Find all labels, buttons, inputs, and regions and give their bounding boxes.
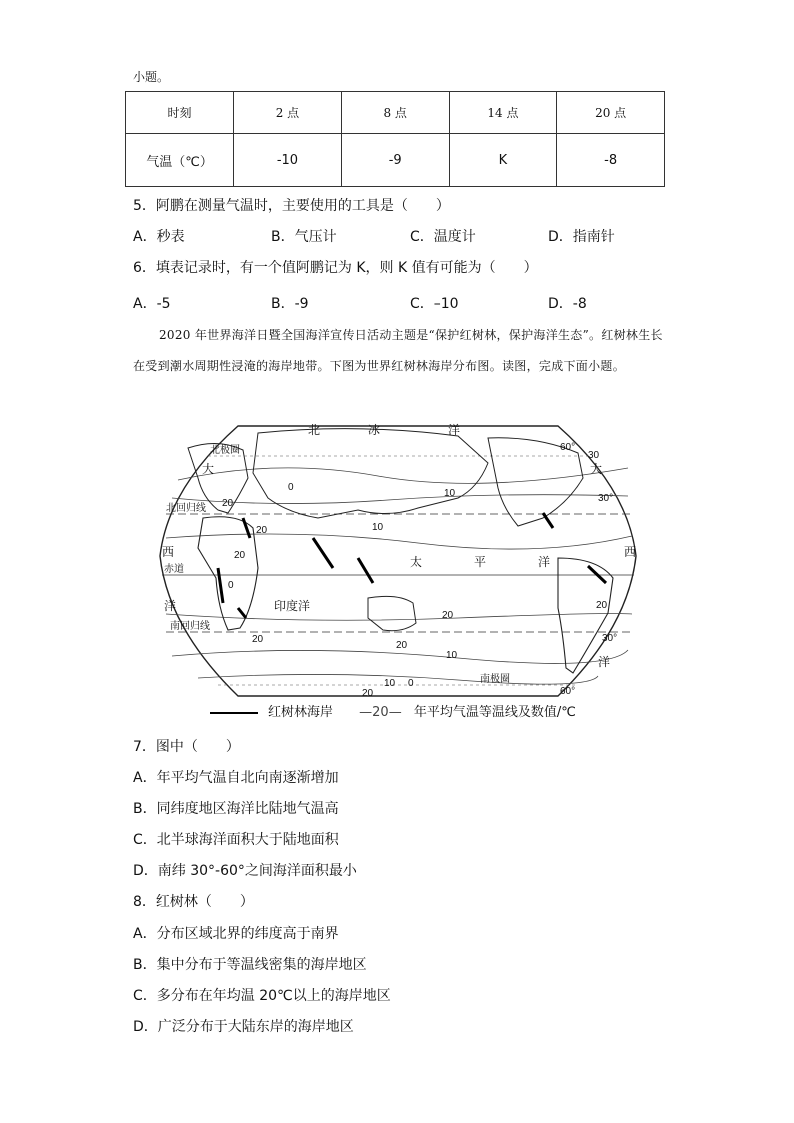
isotherm-label: 20	[234, 550, 246, 561]
isotherm-label: 0	[408, 678, 414, 689]
q7-stem: 7．图中（ ）	[133, 739, 240, 755]
map-legend	[210, 701, 576, 720]
isotherm-label: 20	[442, 610, 454, 621]
q7-option-c[interactable]: C．北半球海洋面积大于陆地面积	[133, 832, 339, 848]
q6-option-c[interactable]: C．–10	[410, 296, 459, 312]
map-label-pacific: 平	[474, 555, 487, 569]
map-label-atlantic-right: 西	[624, 545, 637, 559]
map-label-pacific: 太	[410, 555, 423, 569]
q6-stem: 6．填表记录时，有一个值阿鹏记为 K，则 K 值有可能为（ ）	[133, 260, 538, 276]
q7-option-b[interactable]: B．同纬度地区海洋比陆地气温高	[133, 801, 339, 817]
isotherm-label: 20	[252, 634, 264, 645]
map-label-arctic: 洋	[448, 423, 461, 437]
legend-isotherm-sample: 20	[372, 705, 389, 720]
legend-isotherm-swatch: —20—	[359, 705, 402, 720]
table-header-row	[126, 92, 665, 134]
q6-option-a[interactable]: A．-5	[133, 296, 171, 312]
map-label-atlantic-left: 大	[202, 462, 215, 476]
q6-option-b[interactable]: B．-9	[271, 296, 309, 312]
table-cell: -10	[234, 134, 342, 187]
isotherm-label: 10	[384, 678, 396, 689]
isotherm-label: 0	[228, 580, 234, 591]
q5-stem: 5．阿鹏在测量气温时，主要使用的工具是（ ）	[133, 198, 450, 214]
q5-option-a[interactable]: A．秒表	[133, 229, 185, 245]
q7-option-d[interactable]: D．南纬 30°-60°之间海洋面积最小	[133, 863, 357, 879]
q8-option-c[interactable]: C．多分布在年均温 20℃以上的海岸地区	[133, 988, 391, 1004]
q8-stem: 8．红树林（ ）	[133, 894, 254, 910]
q6-option-d[interactable]: D．-8	[548, 296, 587, 312]
isotherm-label: 20	[396, 640, 408, 651]
map-label-lat: 60°	[560, 686, 576, 697]
map-label-arctic: 北	[308, 423, 321, 437]
passage-text: 2020 年世界海洋日暨全国海洋宣传日活动主题是“保护红树林，保护海洋生态”。红树林生长在受到潮水周期性浸淹的海岸地带。下图为世界红树林海岸分布图。读图，完成下面小题。	[133, 328, 663, 373]
isotherm-label: 20	[596, 600, 608, 611]
table-cell: 气温（℃）	[126, 134, 234, 187]
map-label-atlantic-right: 洋	[598, 655, 611, 669]
table-header-cell: 时刻	[126, 92, 234, 134]
q5-option-b[interactable]: B．气压计	[271, 229, 337, 245]
table-cell: -8	[557, 134, 665, 187]
q8-option-d[interactable]: D．广泛分布于大陆东岸的海岸地区	[133, 1019, 354, 1035]
intro-tail-text: 小题。	[133, 70, 170, 84]
isotherm-label: 30	[588, 450, 600, 461]
isotherm-label: 20	[362, 688, 374, 699]
map-label-lat: 30°	[598, 493, 614, 504]
isotherm-label: 20	[256, 525, 268, 536]
map-label-arctic: 冰	[368, 423, 381, 437]
table-cell: K	[449, 134, 557, 187]
map-label-lat: 30°	[602, 633, 618, 644]
map-label-pacific: 洋	[538, 555, 551, 569]
map-label-antarctic-circle: 南极圈	[480, 674, 510, 685]
q5-option-d[interactable]: D．指南针	[548, 229, 615, 245]
isotherm-label: 0	[288, 482, 294, 493]
mangrove-world-map	[158, 418, 638, 708]
isotherm-label: 10	[446, 650, 458, 661]
q8-option-b[interactable]: B．集中分布于等温线密集的海岸地区	[133, 957, 367, 973]
temperature-table	[125, 91, 665, 187]
table-cell: -9	[341, 134, 449, 187]
table-header-cell: 8 点	[341, 92, 449, 134]
legend-coast-label: 红树林海岸	[268, 705, 334, 720]
map-label-tropic-capricorn: 南回归线	[170, 621, 210, 632]
q7-option-a[interactable]: A．年平均气温自北向南逐渐增加	[133, 770, 339, 786]
isotherm-label: 20	[222, 498, 234, 509]
table-header-cell: 20 点	[557, 92, 665, 134]
q8-option-a[interactable]: A．分布区域北界的纬度高于南界	[133, 926, 339, 942]
table-row	[126, 134, 665, 187]
isotherm-label: 10	[372, 522, 384, 533]
q5-option-c[interactable]: C．温度计	[410, 229, 476, 245]
legend-coast-swatch	[210, 712, 258, 714]
map-label-arctic-circle: 北极圈	[210, 445, 240, 456]
map-label-indian-ocean: 印度洋	[274, 599, 311, 613]
table-header-cell: 14 点	[449, 92, 557, 134]
map-label-equator: 赤道	[164, 564, 184, 575]
map-label-tropic-cancer: 北回归线	[166, 503, 206, 514]
map-label-atlantic-left: 西	[162, 545, 175, 559]
table-header-cell: 2 点	[234, 92, 342, 134]
isotherm-label: 10	[444, 488, 456, 499]
map-label-atlantic-left: 洋	[164, 599, 177, 613]
map-label-atlantic-right: 大	[590, 462, 603, 476]
map-label-lat: 60°	[560, 442, 576, 453]
legend-isotherm-label: 年平均气温等温线及数值/℃	[413, 705, 576, 720]
